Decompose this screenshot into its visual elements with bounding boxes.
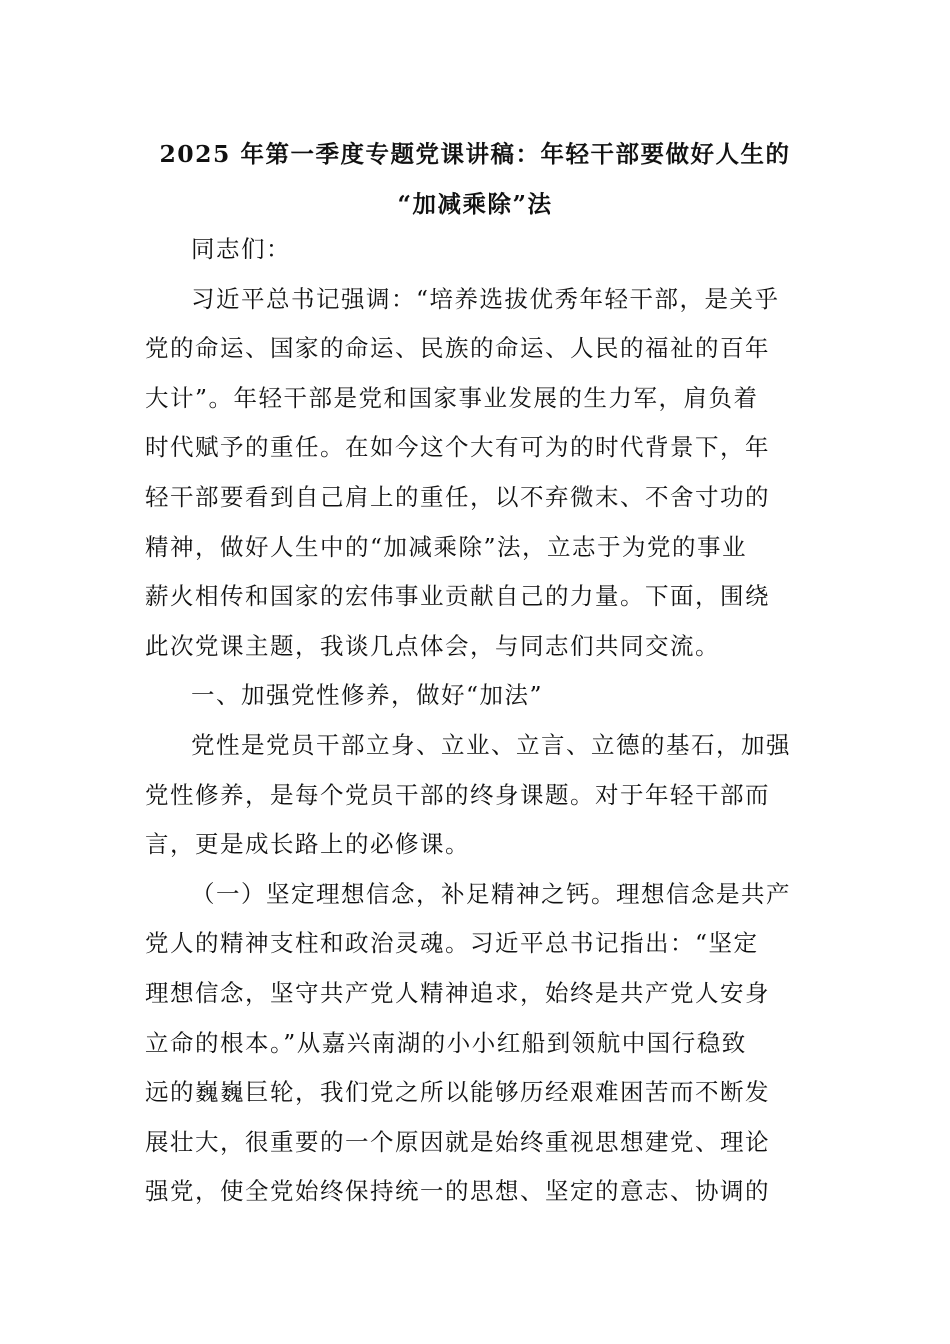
paragraph-line: 理想信念，坚守共产党人精神追求，始终是共产党人安身 [145,978,770,1007]
subsection-line: （一）坚定理想信念，补足精神之钙。理想信念是共产 [191,879,791,908]
paragraph-line: 远的巍巍巨轮，我们党之所以能够历经艰难困苦而不断发 [145,1078,770,1107]
paragraph-line: 党性是党员干部立身、立业、立言、立德的基石，加强 [191,730,791,759]
document-body [145,225,825,1217]
paragraph-line: 党的命运、国家的命运、民族的命运、人民的福祉的百年 [145,334,770,363]
paragraph-line: 强党，使全党始终保持统一的思想、坚定的意志、协调的 [145,1177,770,1206]
title-line-2: “加减乘除”法 [397,189,553,218]
salutation: 同志们： [191,235,291,263]
paragraph-line: 时代赋予的重任。在如今这个大有可为的时代背景下，年 [145,433,770,462]
paragraph-line: 言，更是成长路上的必修课。 [145,830,470,859]
paragraph-line: 展壮大，很重要的一个原因就是始终重视思想建党、理论 [145,1127,770,1156]
paragraph-line: 习近平总书记强调：“培养选拔优秀年轻干部，是关乎 [191,284,780,313]
paragraph-line: 此次党课主题，我谈几点体会，与同志们共同交流。 [145,631,720,660]
title-line-1: 2025 年第一季度专题党课讲稿：年轻干部要做好人生的 [159,140,791,168]
paragraph-line: 党人的精神支柱和政治灵魂。习近平总书记指出：“坚定 [145,929,759,958]
paragraph-line: 精神，做好人生中的“加减乘除”法，立志于为党的事业 [145,532,748,561]
paragraph-line: 大计”。年轻干部是党和国家事业发展的生力军，肩负着 [145,383,759,412]
paragraph-line: 轻干部要看到自己肩上的重任，以不弃微末、不舍寸功的 [145,482,770,511]
paragraph-line: 薪火相传和国家的宏伟事业贡献自己的力量。下面，围绕 [145,582,770,611]
section-heading: 一、加强党性修养，做好“加法” [191,681,544,710]
document-title [130,130,820,229]
paragraph-line: 立命的根本。”从嘉兴南湖的小小红船到领航中国行稳致 [145,1028,747,1057]
paragraph-line: 党性修养，是每个党员干部的终身课题。对于年轻干部而 [145,780,770,809]
